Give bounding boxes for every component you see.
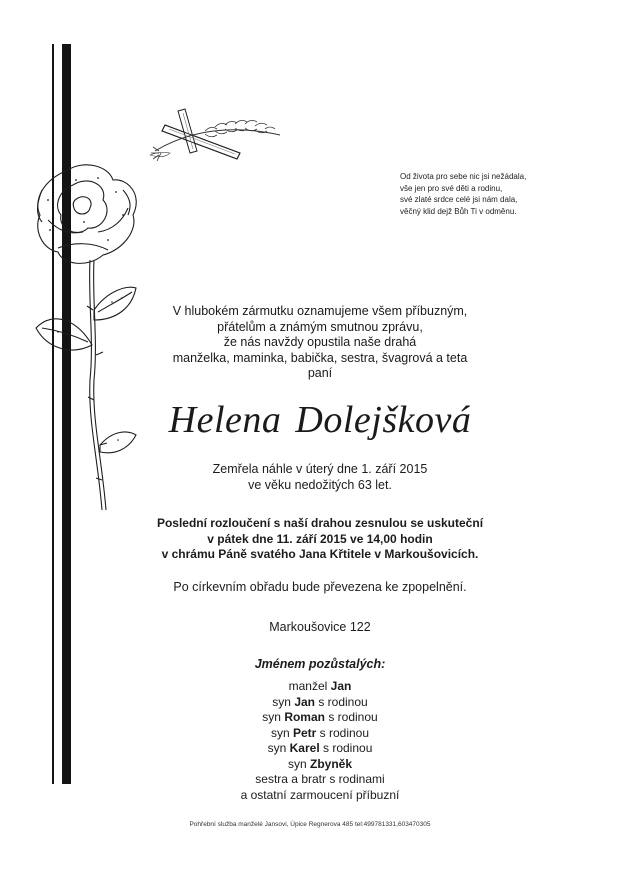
deceased-name — [120, 396, 520, 444]
mourner-line: syn Jan s rodinou — [272, 694, 368, 709]
first-name: Helena — [168, 399, 282, 441]
funeral-service-footer: Pohřební služba manželé Jansovi, Úpice Regnerova 485 tel:499781331,603470305 — [189, 821, 431, 828]
mourners-list — [120, 679, 520, 803]
mourner-line: a ostatní zarmoucení příbuzní — [240, 787, 400, 802]
last-name: Dolejšková — [295, 399, 472, 441]
mourner-line: syn Zbyněk — [287, 756, 353, 771]
mourners-title: Jménem pozůstalých: — [254, 657, 386, 671]
poem-verse — [400, 171, 605, 217]
death-line: ve věku nedožitých 63 let. — [248, 477, 392, 492]
mourner-line: sestra a bratr s rodinami — [255, 772, 385, 786]
mourner-line: syn Roman s rodinou — [262, 710, 378, 724]
death-info — [120, 462, 520, 493]
poem-line: Od života pro sebe nic jsi nežádala, — [400, 172, 527, 181]
cross-icon — [145, 103, 285, 168]
mourner-line: syn Karel s rodinou — [267, 741, 373, 755]
intro-line: manželka, maminka, babička, sestra, švagrová a teta — [172, 350, 468, 365]
funeral-line: v chrámu Páně svatého Jana Křtitele v Markoušovicích. — [161, 547, 479, 561]
poem-line: své zlaté srdce celé jsi nám dala, — [400, 195, 518, 204]
intro-line: přátelům a známým smutnou zprávu, — [217, 319, 423, 334]
poem-line: vše jen pro své děti a rodinu, — [400, 183, 503, 193]
intro-line: paní — [307, 366, 333, 380]
intro-line: že nás navždy opustila naše drahá — [223, 335, 417, 349]
announcement-intro — [120, 304, 520, 382]
death-line: Zemřela náhle v úterý dne 1. září 2015 — [212, 462, 428, 476]
mourner-line: syn Petr s rodinou — [270, 725, 370, 740]
cremation-note: Po církevním obřadu bude převezena ke zpopelnění. — [173, 580, 467, 594]
intro-line: V hlubokém zármutku oznamujeme všem příbuzným, — [172, 304, 468, 318]
mourner-line: manžel Jan — [288, 679, 352, 693]
funeral-info — [120, 516, 520, 563]
poem-line: věčný klid dejž Bůh Ti v odměnu. — [400, 206, 517, 216]
funeral-line: Poslední rozloučení s naší drahou zesnulou se uskuteční — [156, 516, 484, 530]
address: Markoušovice 122 — [269, 620, 371, 634]
funeral-line: v pátek dne 11. září 2015 ve 14,00 hodin — [207, 531, 433, 546]
